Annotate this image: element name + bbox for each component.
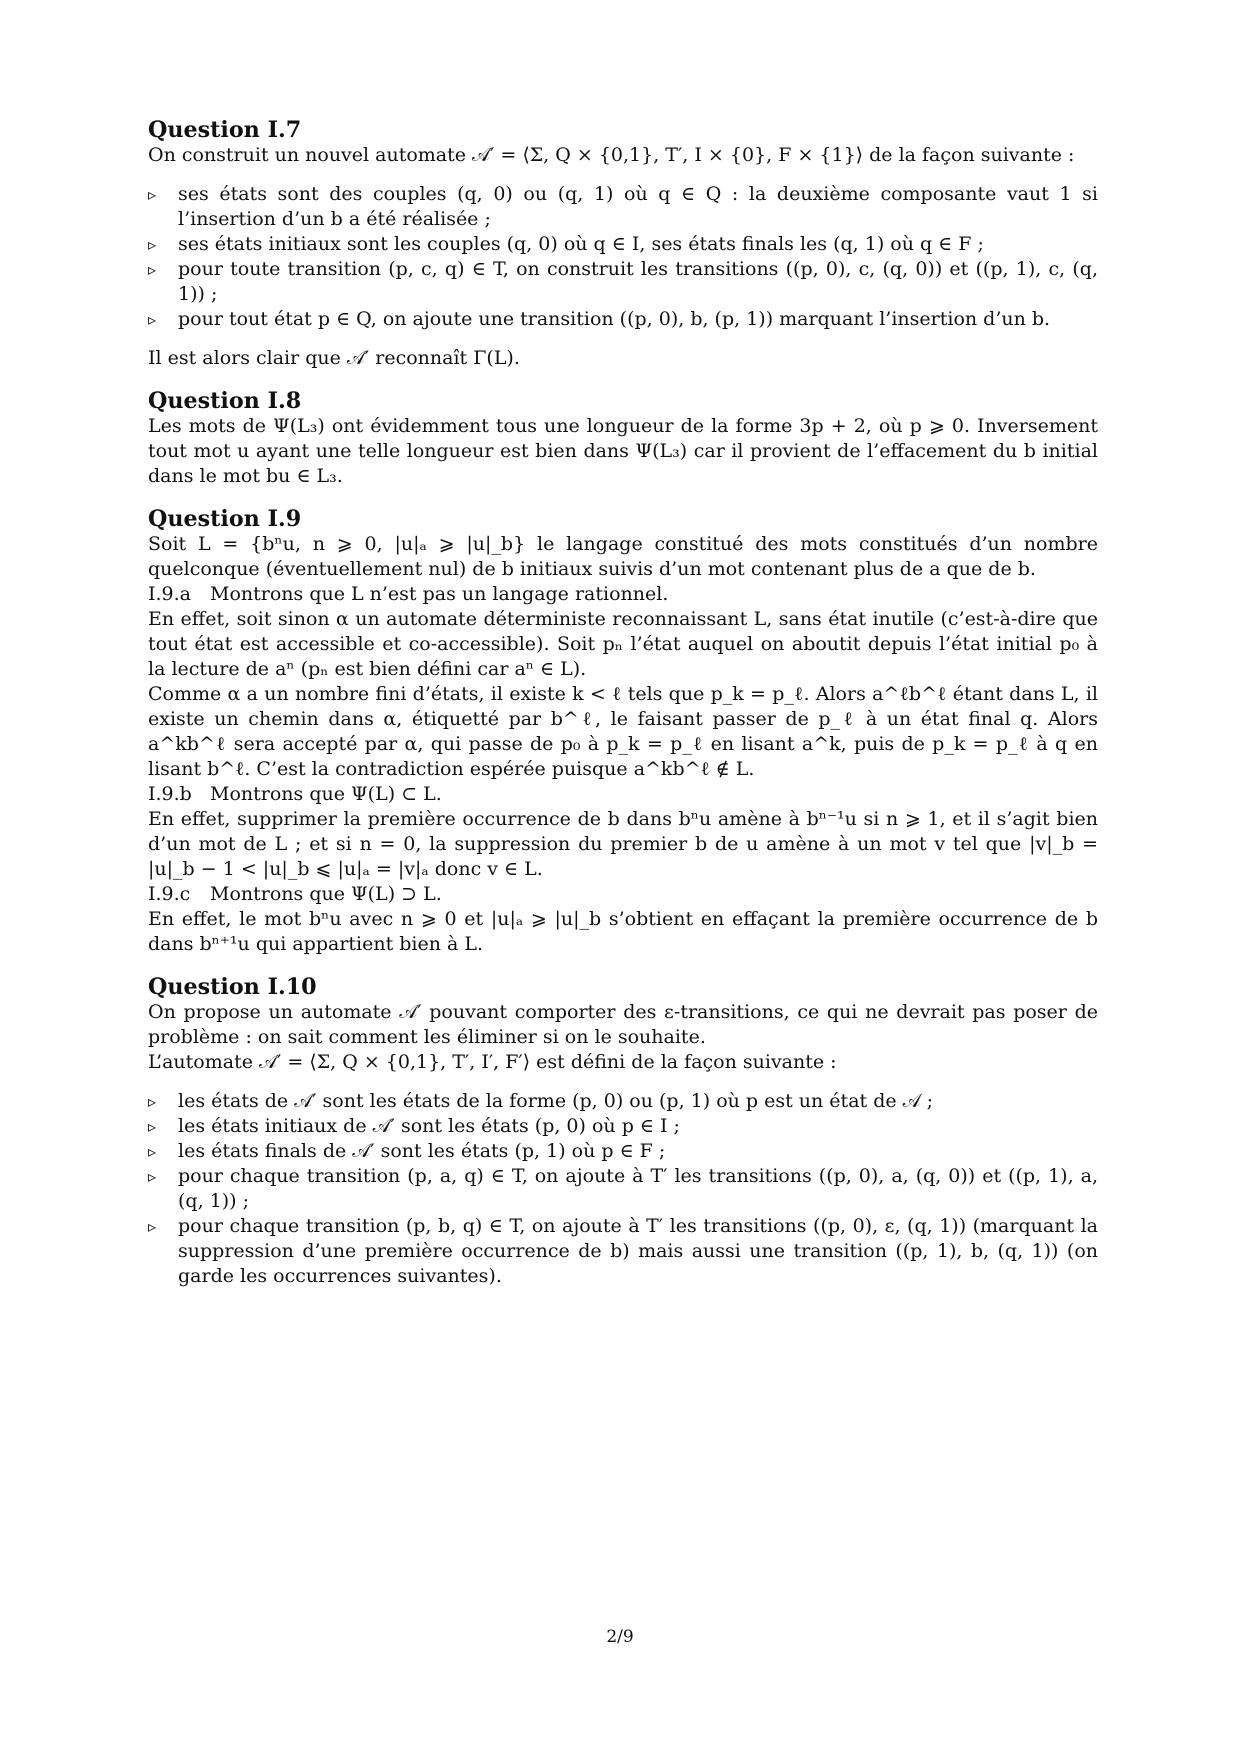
subquestion-number: I.9.c	[148, 883, 191, 905]
question-intro: L’automate 𝒜′ = ⟨Σ, Q × {0,1}, T′, I′, F′⟩ est défini de la façon suivante :	[148, 1051, 837, 1073]
bullet-list	[148, 1089, 1098, 1289]
list-item: ▹ ses états initiaux sont les couples (q, 0) où q ∈ I, ses états finals les (q, 1) où q ∈ F ;	[148, 232, 1098, 257]
subquestion-i9a	[148, 582, 1098, 607]
subquestion-heading: Montrons que Ψ(L) ⊂ L.	[210, 783, 442, 805]
question-outro: Il est alors clair que 𝒜′ reconnaît Γ(L).	[148, 347, 520, 369]
paragraph: En effet, le mot bⁿu avec n ⩾ 0 et |u|ₐ ⩾ |u|_b s’obtient en effaçant la première occurrence de b dans bⁿ⁺¹u qui appartient bien à L.	[148, 908, 1098, 955]
list-item: ▹ pour toute transition (p, c, q) ∈ T, on construit les transitions ((p, 0), c, (q, 0)) et ((p, 1), c, (q, 1)) ;	[148, 257, 1098, 307]
question-intro: On propose un automate 𝒜′ pouvant comporter des ε-transitions, ce qui ne devrait pas poser de problème : on sait comment les éliminer si on le souhaite.	[148, 1001, 1098, 1048]
question-text: Soit L = {bⁿu, n ⩾ 0, |u|ₐ ⩾ |u|_b} le langage constitué des mots constitués d’un nombre quelconque (éventuellement nul) de b initiaux suivis d’un mot contenant plus de a que de b.	[148, 533, 1098, 580]
question-i9	[148, 507, 1098, 957]
list-item: ▹ pour chaque transition (p, a, q) ∈ T, on ajoute à T′ les transitions ((p, 0), a, (q, 0)) et ((p, 1), a, (q, 1)) ;	[148, 1164, 1098, 1214]
list-item: ▹ ses états sont des couples (q, 0) ou (q, 1) où q ∈ Q : la deuxième composante vaut 1 si l’insertion d’un b a été réalisée ;	[148, 182, 1098, 232]
list-item: ▹ pour tout état p ∈ Q, on ajoute une transition ((p, 0), b, (p, 1)) marquant l’insertion d’un b.	[148, 307, 1098, 332]
question-intro: On construit un nouvel automate 𝒜′ = ⟨Σ, Q × {0,1}, T′, I × {0}, F × {1}⟩ de la façon suivante :	[148, 144, 1075, 166]
list-item: ▹ les états finals de 𝒜′ sont les états (p, 1) où p ∈ F ;	[148, 1139, 1098, 1164]
subquestion-i9b	[148, 782, 1098, 807]
paragraph: En effet, soit sinon α un automate déterministe reconnaissant L, sans état inutile (c’est-à-dire que tout état est accessible et co-accessible). Soit pₙ l’état auquel on aboutit depuis l’état initial p₀ à la lecture de aⁿ (pₙ est bien défini car aⁿ ∈ L).	[148, 608, 1098, 680]
paragraph: Comme α a un nombre fini d’états, il existe k < ℓ tels que p_k = p_ℓ. Alors a^ℓb^ℓ étant dans L, il existe un chemin dans α, étiquetté par b^ℓ, le faisant passer de p_ℓ à un état final q. Alors a^kb^ℓ sera accepté par α, qui passe de p₀ à p_k = p_ℓ en lisant a^k, puis de p_k = p_ℓ à q en lisant b^ℓ. C’est la contradiction espérée puisque a^kb^ℓ ∉ L.	[148, 683, 1098, 780]
page-content	[148, 118, 1098, 1307]
question-i8	[148, 389, 1098, 489]
question-title: Question I.10	[148, 974, 317, 1000]
paragraph: En effet, supprimer la première occurrence de b dans bⁿu amène à bⁿ⁻¹u si n ⩾ 1, et il s’agit bien d’un mot de L ; et si n = 0, la suppression du premier b de u amène à un mot v tel que |v|_b = |u|_b − 1 < |u|_b ⩽ |u|ₐ = |v|ₐ donc v ∈ L.	[148, 808, 1098, 880]
page-number: 2/9	[606, 1627, 634, 1647]
question-text: Les mots de Ψ(L₃) ont évidemment tous une longueur de la forme 3p + 2, où p ⩾ 0. Inversement tout mot u ayant une telle longueur est bien dans Ψ(L₃) car il provient de l’effacement du b initial dans le mot bu ∈ L₃.	[148, 415, 1098, 487]
question-i10	[148, 975, 1098, 1289]
question-title: Question I.9	[148, 506, 302, 532]
question-title: Question I.7	[148, 117, 302, 143]
subquestion-i9c	[148, 882, 1098, 907]
question-title: Question I.8	[148, 388, 302, 414]
subquestion-heading: Montrons que Ψ(L) ⊃ L.	[210, 883, 442, 905]
question-i7	[148, 118, 1098, 371]
list-item: ▹ les états de 𝒜′ sont les états de la forme (p, 0) ou (p, 1) où p est un état de 𝒜 ;	[148, 1089, 1098, 1114]
list-item: ▹ pour chaque transition (p, b, q) ∈ T, on ajoute à T′ les transitions ((p, 0), ε, (q, 1)) (marquant la suppression d’une première occurrence de b) mais aussi une transition ((p, 1), b, (q, 1)) (on garde les occurrences suivantes).	[148, 1214, 1098, 1289]
list-item: ▹ les états initiaux de 𝒜′ sont les états (p, 0) où p ∈ I ;	[148, 1114, 1098, 1139]
subquestion-number: I.9.b	[148, 783, 192, 805]
subquestion-heading: Montrons que L n’est pas un langage rationnel.	[210, 583, 669, 605]
subquestion-number: I.9.a	[148, 583, 192, 605]
bullet-list	[148, 182, 1098, 332]
